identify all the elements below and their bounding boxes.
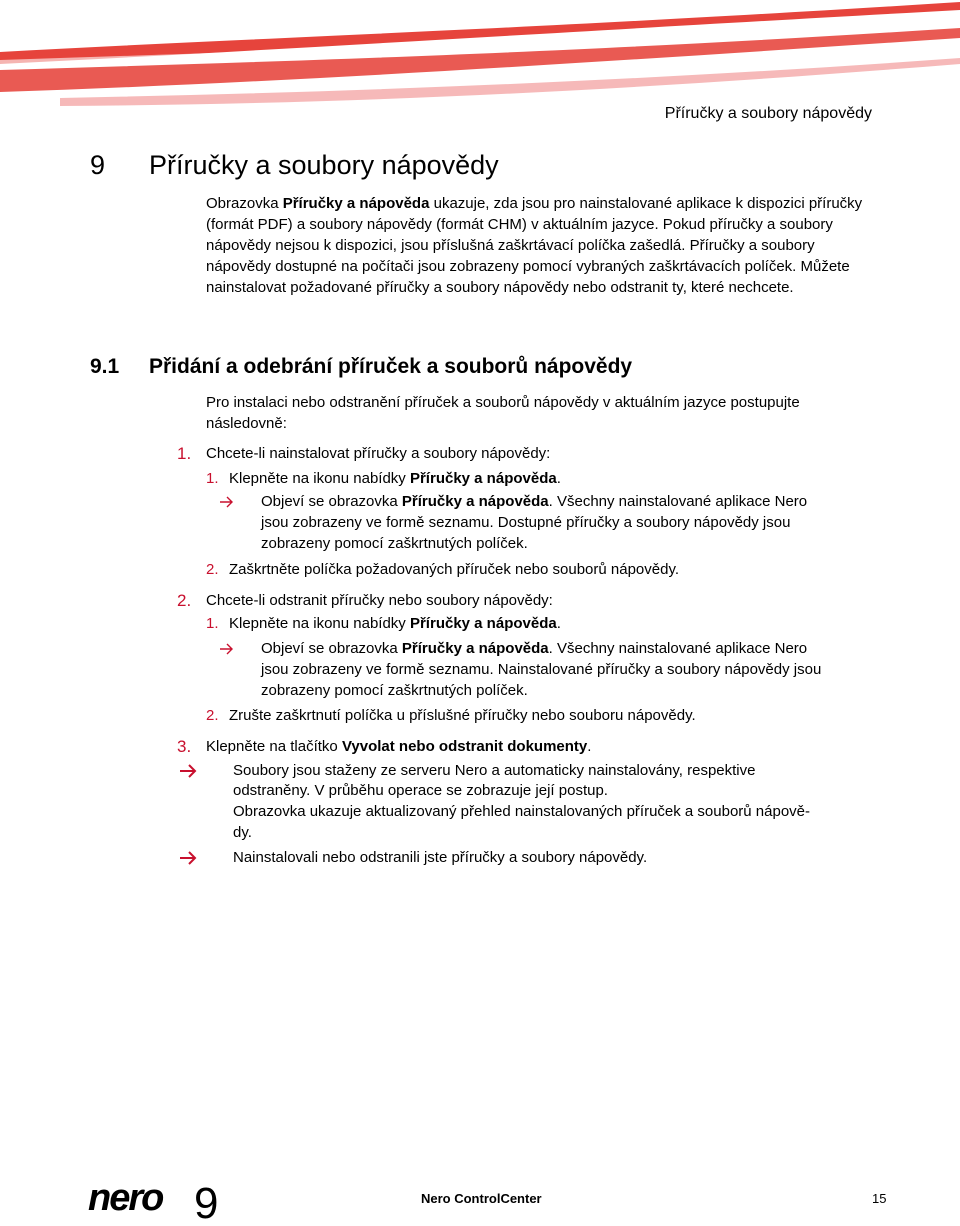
- step-2-sub-1-text: [229, 613, 561, 634]
- step-2-result-plain-c: . Všechny nainstalované aplikace Nero: [548, 640, 808, 657]
- step-3-plain: Klepněte na tlačítko: [206, 738, 342, 755]
- step-2-text: Chcete-li odstranit příručky nebo soubory nápovědy:: [206, 592, 553, 609]
- step-1-sub-2-number: 2.: [206, 561, 219, 578]
- step-2-sub-1-bold: Příručky a nápověda: [409, 615, 557, 632]
- section-intro-line-2: následovně:: [206, 415, 287, 432]
- intro-text-1: Obrazovka: [206, 195, 283, 212]
- step-2-result-bold: Příručky a nápověda: [401, 640, 549, 657]
- footer-page-number: 15: [872, 1191, 887, 1206]
- section-number: 9.1: [90, 355, 120, 378]
- step-3-end: .: [587, 738, 592, 755]
- chapter-intro-paragraph: [206, 193, 871, 298]
- step-1-sub-1-bold: Příručky a nápověda: [409, 470, 557, 487]
- step-1-result-line-3: zobrazeny pomocí zaškrtnutých políček.: [261, 535, 528, 552]
- step-1-result-plain-a: Objeví se obrazovka: [261, 493, 402, 510]
- final-result-arrow-icon: [179, 763, 199, 779]
- final-result-arrow-icon: [179, 850, 199, 866]
- step-1-sub-1-end: .: [556, 470, 561, 487]
- result-arrow-icon: [219, 495, 235, 509]
- step-1-result-bold: Příručky a nápověda: [401, 493, 549, 510]
- step-2-sub-2-text: Zrušte zaškrtnutí políčka u příslušné příručky nebo souboru nápovědy.: [229, 707, 696, 724]
- result-arrow-icon: [219, 642, 235, 656]
- step-2-sub-1-number: 1.: [206, 615, 219, 632]
- section-title: Přidání a odebrání příruček a souborů nápovědy: [149, 355, 633, 378]
- step-1-sub-2-text: Zaškrtněte políčka požadovaných příruček nebo souborů nápovědy.: [229, 561, 679, 578]
- result-2-text: Nainstalovali nebo odstranili jste příručky a soubory nápovědy.: [233, 849, 648, 866]
- step-1-result-line-2: jsou zobrazeny ve formě seznamu. Dostupné příručky a soubory nápovědy jsou: [261, 514, 791, 531]
- step-2-result-plain-a: Objeví se obrazovka: [261, 640, 402, 657]
- result-1-line-2: odstraněny. V průběhu operace se zobrazuje její postup.: [233, 782, 608, 799]
- svg-text:9: 9: [194, 1180, 219, 1226]
- step-2-number: 2.: [177, 591, 192, 610]
- result-1-line-3: Obrazovka ukazuje aktualizovaný přehled nainstalovaných příruček a souborů nápově-: [233, 803, 811, 820]
- svg-text:nero: nero: [88, 1180, 163, 1219]
- footer-product-name: Nero ControlCenter: [421, 1191, 542, 1206]
- step-2-sub-2-number: 2.: [206, 707, 219, 724]
- result-1-line-1: Soubory jsou staženy ze serveru Nero a automaticky nainstalovány, respektive: [233, 762, 756, 779]
- step-1-number: 1.: [177, 444, 192, 463]
- intro-bold-term: Příručky a nápověda: [282, 195, 430, 212]
- step-1-result-line-1: [261, 491, 807, 512]
- nero-logo: [88, 1180, 233, 1226]
- step-1-result-plain-c: . Všechny nainstalované aplikace Nero: [548, 493, 808, 510]
- section-intro-line-1: Pro instalaci nebo odstranění příruček a souborů nápovědy v aktuálním jazyce postupujte: [206, 394, 800, 411]
- result-1-line-4: dy.: [233, 824, 252, 841]
- step-1-sub-1-text: [229, 468, 561, 489]
- header-swoosh-graphic: [0, 0, 960, 110]
- step-1-sub-1-plain: Klepněte na ikonu nabídky: [229, 470, 410, 487]
- step-3-number: 3.: [177, 737, 192, 756]
- step-2-result-line-3: zobrazeny pomocí zaškrtnutých políček.: [261, 682, 528, 699]
- chapter-number: 9: [90, 150, 106, 180]
- step-1-text: Chcete-li nainstalovat příručky a soubory nápovědy:: [206, 445, 551, 462]
- step-2-sub-1-end: .: [556, 615, 561, 632]
- step-2-result-line-2: jsou zobrazeny ve formě seznamu. Nainstalované příručky a soubory nápovědy jsou: [261, 661, 822, 678]
- intro-text-2: ukazuje, zda jsou pro nainstalované aplikace k dispozici příručky (formát PDF) a soubory nápovědy (formát CHM) v aktuálním jazyce. Pokud příručky a soubory nápovědy nejsou k dispozici, jsou příslušná zaškrtávací políčka zašedlá. Příručky a soubory nápovědy dostupné na počítači jsou zobrazeny pomocí vybraných zaškrtávacích políček. Můžete nainstalovat požadované příručky a soubory nápovědy nebo odstranit ty, které nechcete.: [206, 195, 863, 296]
- step-1-sub-1-number: 1.: [206, 470, 219, 487]
- step-2-result-line-1: [261, 638, 807, 659]
- step-3-text: [206, 736, 591, 757]
- step-2-sub-1-plain: Klepněte na ikonu nabídky: [229, 615, 410, 632]
- running-header: Příručky a soubory nápovědy: [664, 105, 872, 122]
- step-3-bold: Vyvolat nebo odstranit dokumenty: [341, 738, 588, 755]
- chapter-title: Příručky a soubory nápovědy: [149, 150, 499, 180]
